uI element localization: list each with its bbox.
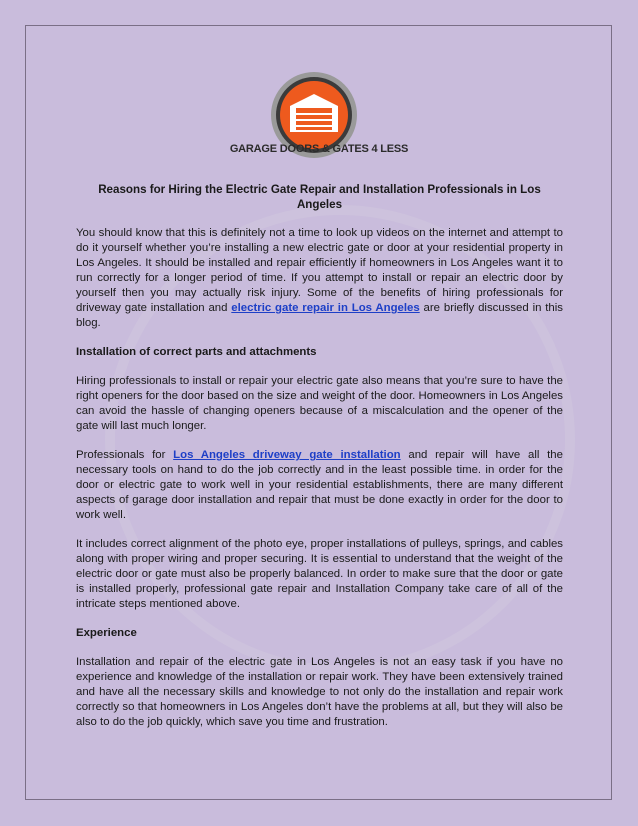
intro-text-after: are briefly discussed in this blog. [76, 302, 563, 329]
article-title: Reasons for Hiring the Electric Gate Repair and Installation Professionals in Los Angeles [98, 183, 541, 211]
heading-experience: Experience [76, 627, 137, 639]
article [76, 182, 563, 744]
driveway-gate-installation-link[interactable]: Los Angeles driveway gate installation [173, 449, 401, 461]
logo-brand-text: GARAGE DOORS & GATES 4 LESS [229, 143, 409, 155]
paragraph-openers: Hiring professionals to install or repair your electric gate also means that you’re sure to have the right openers for the door based on the size and weight of the door. Homeowners in Los Angeles can avoid the hassle of changing openers because of a miscalculation and the opener of the gate will last much longer. [76, 375, 563, 432]
electric-gate-repair-link[interactable]: electric gate repair in Los Angeles [231, 302, 420, 314]
professionals-text-before: Professionals for [76, 449, 174, 461]
paragraph-experience: Installation and repair of the electric gate in Los Angeles is not an easy task if you have no experience and knowledge of the installation or repair work. They have been extensively trained and have all the necessary skills and knowledge to not only do the installation and repair work correctly so that homeowners in Los Angeles don’t have the problems at all, but they will also be also to do the job quickly, which save you time and frustration. [76, 656, 563, 728]
paragraph-professionals [76, 448, 563, 523]
paragraph-alignment: It includes correct alignment of the photo eye, proper installations of pulleys, springs, and cables along with proper wiring and proper securing. It is essential to understand that the weight of the electric door or gate must also be properly balanced. In order to make sure that the door or gate is installed properly, professional gate repair and Installation Company take care of all of the intricate steps mentioned above. [76, 538, 563, 610]
professionals-text-after: and repair will have all the necessary tools on hand to do the job correctly and in the least possible time. in order for the door or electric gate to work well in your residential establishments, there are many different aspects of garage door installation and repair that must be done exactly in order for the door to work well. [76, 449, 563, 521]
heading-correct-parts: Installation of correct parts and attachments [76, 346, 317, 358]
paragraph-intro [76, 226, 563, 331]
intro-text: You should know that this is definitely not a time to look up videos on the internet and attempt to do it yourself whether you’re installing a new electric gate or door at your residential property in Los Angeles. It should be installed and repair efficiently if homeowners in Los Angeles want it to run correctly for a longer period of time. If you attempt to install or repair an electric door by yourself then you may actually risk injury. Some of the benefits of hiring professionals for driveway gate installation and [76, 227, 563, 314]
